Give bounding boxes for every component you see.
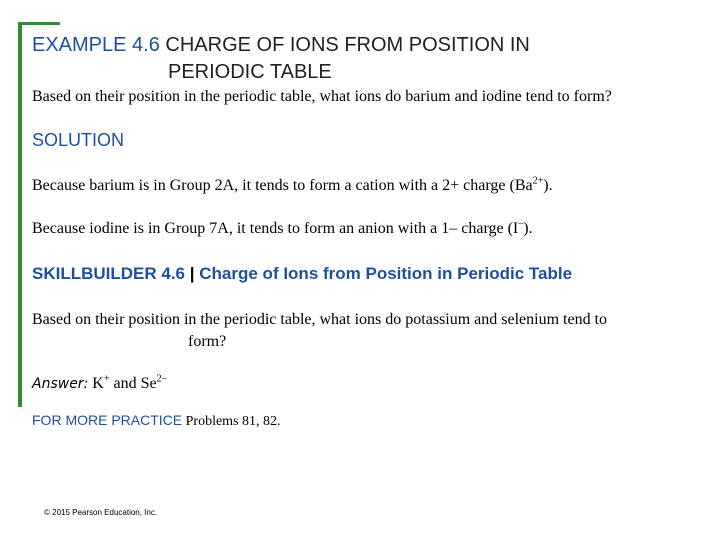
example-title: [32, 34, 530, 57]
skillbuilder-answer: [32, 375, 167, 393]
more-practice: [32, 412, 281, 430]
solution-heading: SOLUTION: [32, 130, 125, 150]
answer-k-charge: +: [103, 373, 110, 385]
solution-iodine: [32, 220, 533, 238]
answer-label: Answer:: [32, 376, 89, 392]
skillbuilder-separator: |: [189, 264, 195, 283]
solution-barium-end: ).: [543, 177, 553, 194]
copyright-notice: © 2015 Pearson Education, Inc.: [44, 508, 158, 517]
answer-se-charge: 2–: [156, 373, 167, 385]
solution-iodine-end: ).: [523, 220, 533, 237]
example-title-line1: CHARGE OF IONS FROM POSITION IN: [165, 34, 530, 56]
left-accent-bar: [18, 22, 22, 407]
solution-iodine-text: Because iodine is in Group 7A, it tends to form an anion with a 1– charge (I: [32, 220, 519, 237]
example-question: Based on their position in the periodic table, what ions do barium and iodine tend to form?: [32, 88, 612, 105]
skillbuilder-question-line2: form?: [188, 333, 227, 350]
answer-se: and Se: [109, 375, 157, 392]
solution-barium: [32, 177, 553, 195]
more-practice-problems: Problems 81, 82.: [185, 414, 281, 429]
top-accent-rule: [18, 22, 60, 25]
more-practice-label: FOR MORE PRACTICE: [32, 412, 183, 428]
solution-iodine-charge: –: [518, 218, 524, 230]
solution-barium-charge: 2+: [532, 175, 544, 187]
skillbuilder-title: Charge of Ions from Position in Periodic Table: [199, 264, 573, 283]
example-title-line2: PERIODIC TABLE: [168, 61, 332, 83]
skillbuilder-question-line1: Based on their position in the periodic table, what ions do potassium and selenium tend to: [32, 311, 608, 328]
skillbuilder-heading: [32, 264, 572, 284]
skillbuilder-label: SKILLBUILDER 4.6: [32, 264, 186, 283]
solution-barium-text: Because barium is in Group 2A, it tends to form a cation with a 2+ charge (Ba: [32, 177, 533, 194]
answer-k: K: [92, 375, 104, 392]
example-label: EXAMPLE 4.6: [32, 34, 160, 56]
